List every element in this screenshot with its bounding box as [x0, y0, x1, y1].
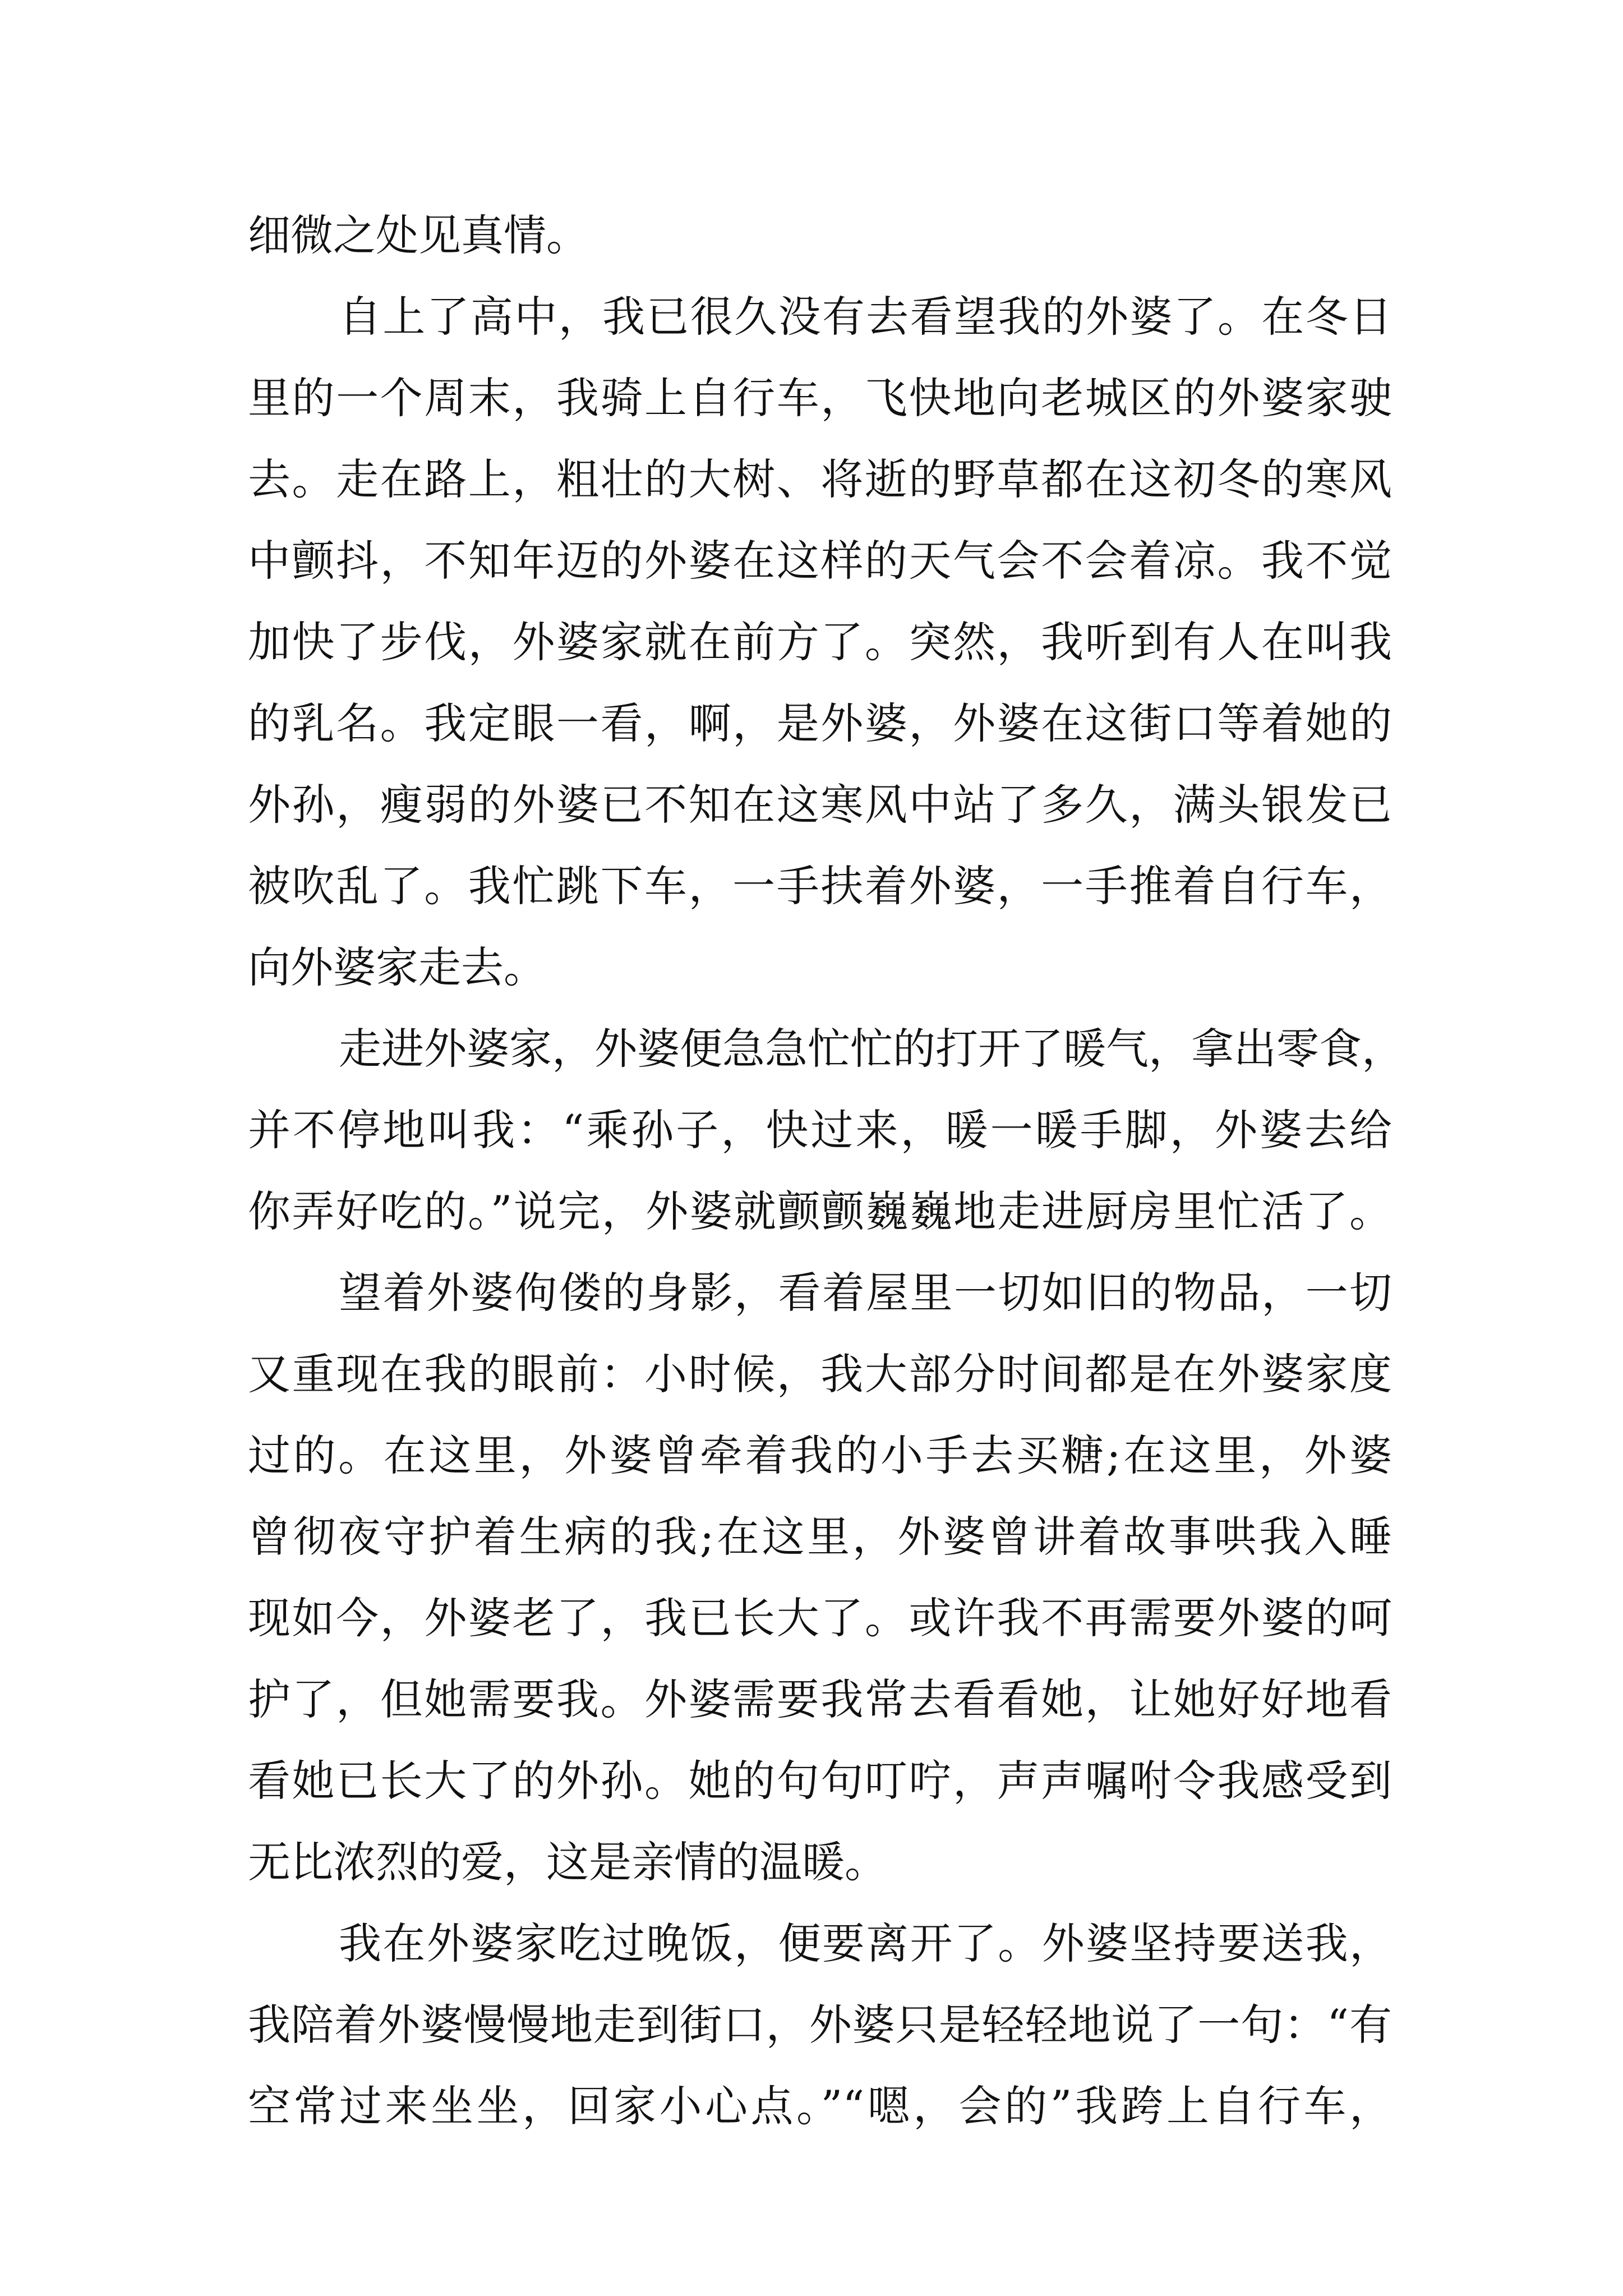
- text-line: 外孙，瘦弱的外婆已不知在这寒风中站了多久，满头银发已: [248, 780, 1392, 830]
- text-line: 去。走在路上，粗壮的大树、将逝的野草都在这初冬的寒风: [248, 454, 1392, 504]
- text-line: 空常过来坐坐，回家小心点。”“嗯，会的”我跨上自行车，: [248, 2081, 1392, 2131]
- text-line: 过的。在这里，外婆曾牵着我的小手去买糖;在这里，外婆: [248, 1430, 1392, 1480]
- text-line: 看她已长大了的外孙。她的句句叮咛，声声嘱咐令我感受到: [248, 1756, 1392, 1806]
- text-line: 望着外婆佝偻的身影，看着屋里一切如旧的物品，一切: [339, 1268, 1392, 1318]
- text-line: 我在外婆家吃过晚饭，便要离开了。外婆坚持要送我，: [339, 1918, 1392, 1968]
- text-line: 护了，但她需要我。外婆需要我常去看看她，让她好好地看: [248, 1674, 1392, 1724]
- text-line: 你弄好吃的。”说完，外婆就颤颤巍巍地走进厨房里忙活了。: [248, 1186, 1392, 1236]
- text-line: 加快了步伐，外婆家就在前方了。突然，我听到有人在叫我: [248, 617, 1392, 667]
- text-line: 的乳名。我定眼一看，啊，是外婆，外婆在这街口等着她的: [248, 698, 1392, 748]
- text-line: 细微之处见真情。: [248, 210, 589, 260]
- text-line: 走进外婆家，外婆便急急忙忙的打开了暖气，拿出零食，: [339, 1024, 1404, 1074]
- text-line: 现如今，外婆老了，我已长大了。或许我不再需要外婆的呵: [248, 1593, 1392, 1643]
- text-line: 我陪着外婆慢慢地走到街口，外婆只是轻轻地说了一句：“有: [248, 2000, 1392, 2050]
- text-line: 中颤抖，不知年迈的外婆在这样的天气会不会着凉。我不觉: [248, 536, 1392, 586]
- text-line: 里的一个周末，我骑上自行车，飞快地向老城区的外婆家驶: [248, 373, 1392, 423]
- text-line: 又重现在我的眼前：小时候，我大部分时间都是在外婆家度: [248, 1349, 1392, 1399]
- text-line: 被吹乱了。我忙跳下车，一手扶着外婆，一手推着自行车，: [248, 861, 1392, 911]
- text-line: 向外婆家走去。: [248, 942, 546, 992]
- text-line: 自上了高中，我已很久没有去看望我的外婆了。在冬日: [339, 292, 1392, 342]
- text-line: 无比浓烈的爱，这是亲情的温暖。: [248, 1837, 887, 1887]
- text-line: 并不停地叫我：“乘孙子，快过来，暖一暖手脚，外婆去给: [248, 1105, 1392, 1155]
- text-line: 曾彻夜守护着生病的我;在这里，外婆曾讲着故事哄我入睡: [248, 1512, 1392, 1562]
